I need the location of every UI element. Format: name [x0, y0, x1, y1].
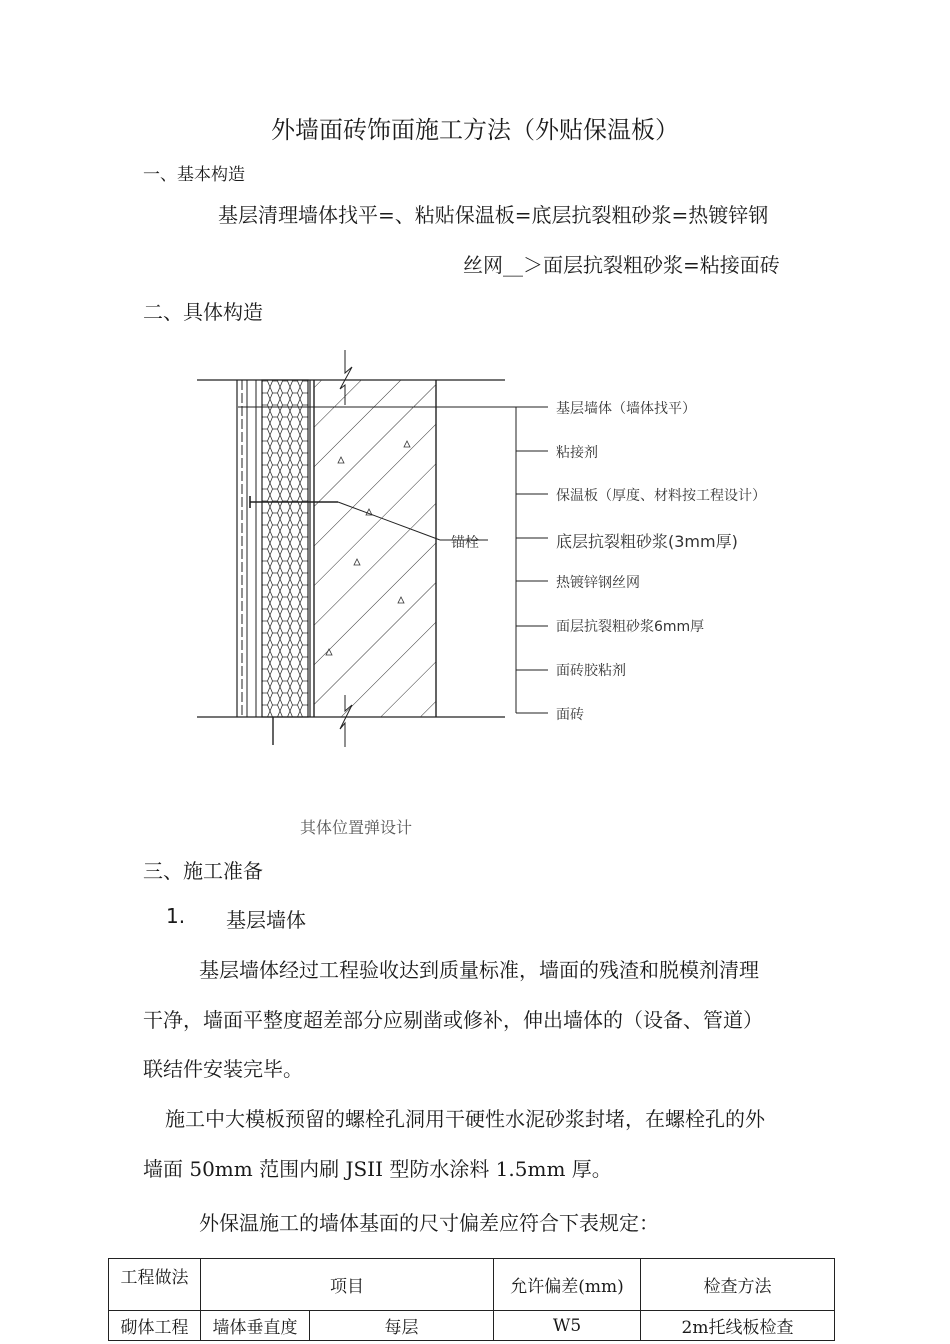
- table-cell: 砌体工程: [109, 1311, 201, 1341]
- table-cell: 每层: [310, 1311, 494, 1341]
- table-row: [109, 1311, 835, 1341]
- paragraph-line: 施工中大模板预留的螺栓孔洞用干硬性水泥砂浆封堵，在螺栓孔的外: [165, 1107, 765, 1131]
- layer-label: 热镀锌钢丝网: [556, 575, 640, 591]
- layer-label: 基层墙体（墙体找平）: [556, 401, 696, 417]
- anchor-label: 锚栓: [451, 535, 479, 551]
- table-cell: 2m托线板检查: [641, 1311, 835, 1341]
- layer-label: 面砖胶粘剂: [556, 663, 626, 679]
- paragraph-line: 墙面 50mm 范围内刷 JSII 型防水涂料 1.5mm 厚。: [143, 1157, 612, 1181]
- layer-label: 保温板（厚度、材料按工程设计）: [556, 488, 766, 504]
- subsection-title: 基层墙体: [226, 908, 306, 932]
- base-wall: [314, 380, 436, 717]
- section1-heading: 一、基本构造: [143, 165, 245, 185]
- layer-label: 底层抗裂粗砂浆(3mm厚): [556, 532, 738, 551]
- layer-label: 面砖: [556, 707, 584, 723]
- insulation-board: [262, 380, 308, 717]
- section2-heading: 二、具体构造: [143, 300, 263, 324]
- table-cell: 墙体垂直度: [201, 1311, 310, 1341]
- header-cell: 检查方法: [641, 1259, 835, 1311]
- section1-line2: 丝网__＞面层抗裂粗砂浆=粘接面砖: [463, 253, 780, 277]
- header-cell: 允许偏差(mm): [494, 1259, 641, 1311]
- tolerance-table: [108, 1258, 835, 1341]
- header-cell: 项目: [201, 1259, 494, 1311]
- paragraph-line: 外保温施工的墙体基面的尺寸偏差应符合下表规定：: [199, 1211, 659, 1235]
- diagram-caption: 其体位置弹设计: [300, 818, 413, 837]
- layer-label: 面层抗裂粗砂浆6mm厚: [556, 619, 705, 635]
- section3-heading: 三、施工准备: [143, 859, 263, 883]
- subsection-number: 1.: [166, 904, 186, 928]
- page-title: 外墙面砖饰面施工方法（外贴保温板）: [271, 116, 679, 144]
- paragraph-line: 基层墙体经过工程验收达到质量标准，墙面的残渣和脱模剂清理: [199, 958, 759, 982]
- section1-line1: 基层清理墙体找平=、粘贴保温板=底层抗裂粗砂浆=热镀锌钢: [218, 203, 769, 227]
- paragraph-line: 联结件安装完毕。: [143, 1057, 303, 1081]
- table-cell: W5: [494, 1311, 641, 1341]
- layer-label: 粘接剂: [556, 445, 598, 461]
- paragraph-line: 干净，墙面平整度超差部分应剔凿或修补，伸出墙体的（设备、管道）: [143, 1008, 763, 1032]
- table-header-row: [109, 1259, 835, 1311]
- header-cell: 工程做法: [109, 1259, 201, 1311]
